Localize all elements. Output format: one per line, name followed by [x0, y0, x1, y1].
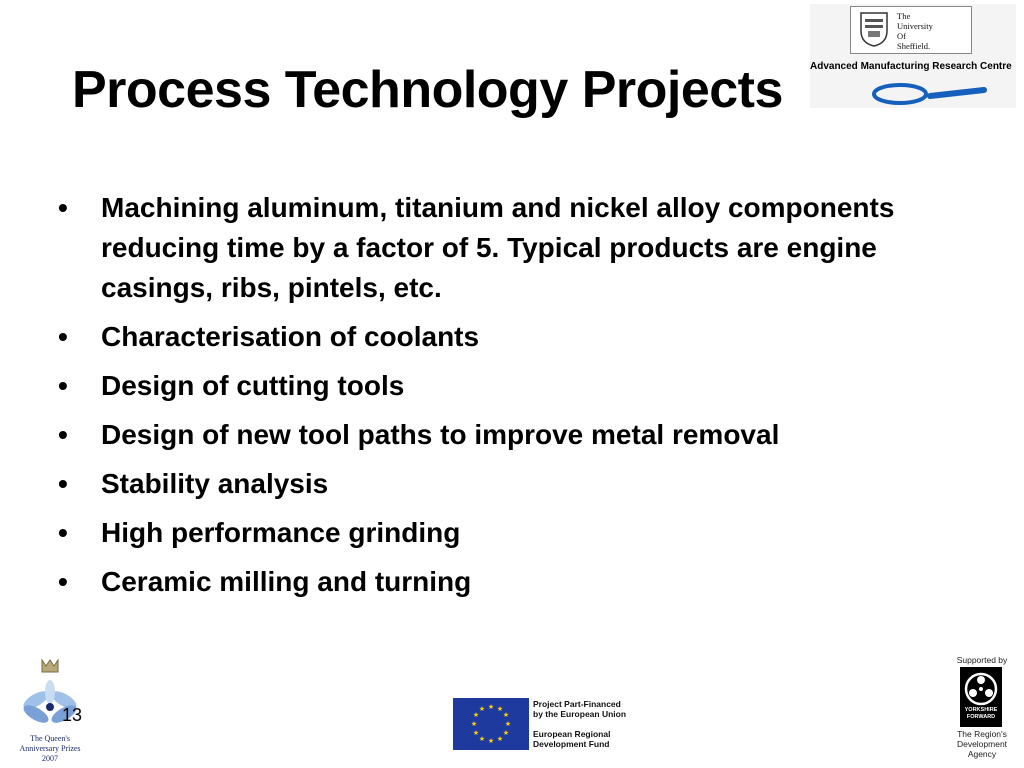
bullet-text: Ceramic milling and turning — [101, 566, 472, 597]
svg-text:★: ★ — [472, 711, 480, 719]
svg-text:★: ★ — [496, 705, 504, 713]
bullet-list — [58, 188, 938, 611]
supported-by-label: Supported by — [956, 655, 1008, 665]
svg-text:★: ★ — [470, 720, 478, 728]
bullet-item — [58, 415, 938, 455]
boeing-swoosh-icon — [860, 78, 990, 108]
bullet-marker: • — [58, 192, 68, 223]
bullet-item — [58, 464, 938, 504]
university-of-sheffield-logo — [850, 6, 972, 54]
slide-title: Process Technology Projects — [72, 61, 783, 119]
svg-text:★: ★ — [478, 735, 486, 743]
bullet-text: Stability analysis — [101, 468, 329, 499]
svg-text:★: ★ — [472, 729, 480, 737]
amrc-name: Advanced Manufacturing Research Centre — [810, 61, 1012, 72]
bullet-marker: • — [58, 419, 68, 450]
svg-text:★: ★ — [496, 735, 504, 743]
bullet-item — [58, 513, 938, 553]
bullet-marker: • — [58, 321, 68, 352]
bullet-marker: • — [58, 468, 68, 499]
slide-number: 13 — [62, 705, 83, 725]
bullet-item — [58, 366, 938, 406]
bullet-item — [58, 188, 938, 308]
yorkshire-forward-name: YORKSHIRE FORWARD — [964, 707, 998, 720]
svg-text:★: ★ — [504, 720, 512, 728]
svg-text:★: ★ — [502, 729, 510, 737]
yorkshire-forward-emblem-icon — [960, 669, 1002, 709]
yorkshire-forward-badge — [960, 667, 1002, 727]
svg-text:★: ★ — [487, 737, 495, 745]
bullet-marker: • — [58, 566, 68, 597]
eu-funding-text: Project Part-Financed by the European Union European Regional Development Fund — [533, 699, 627, 749]
bullet-text: Design of cutting tools — [101, 370, 405, 401]
queens-prize-text: The Queen's Anniversary Prizes 2007 — [19, 734, 81, 763]
bullet-marker: • — [58, 517, 68, 548]
svg-text:★: ★ — [487, 703, 495, 711]
eu-flag-icon — [453, 698, 529, 750]
bullet-text: Machining aluminum, titanium and nickel alloy components reducing time by a factor of 5. Typical products are engine casings, ribs, pintels, etc. — [101, 192, 895, 303]
yorkshire-forward-logo — [946, 655, 1018, 759]
svg-text:★: ★ — [478, 705, 486, 713]
svg-text:★: ★ — [502, 711, 510, 719]
bullet-item — [58, 317, 938, 357]
bullet-marker: • — [58, 370, 68, 401]
bullet-text: Design of new tool paths to improve metal removal — [101, 419, 780, 450]
development-agency-text: The Region's Development Agency — [956, 729, 1008, 759]
bullet-item — [58, 562, 938, 602]
university-crest-icon — [859, 11, 889, 47]
amrc-logo — [810, 4, 1016, 108]
university-name: The University Of Sheffield. — [897, 11, 933, 51]
bullet-text: High performance grinding — [101, 517, 461, 548]
bullet-text: Characterisation of coolants — [101, 321, 480, 352]
